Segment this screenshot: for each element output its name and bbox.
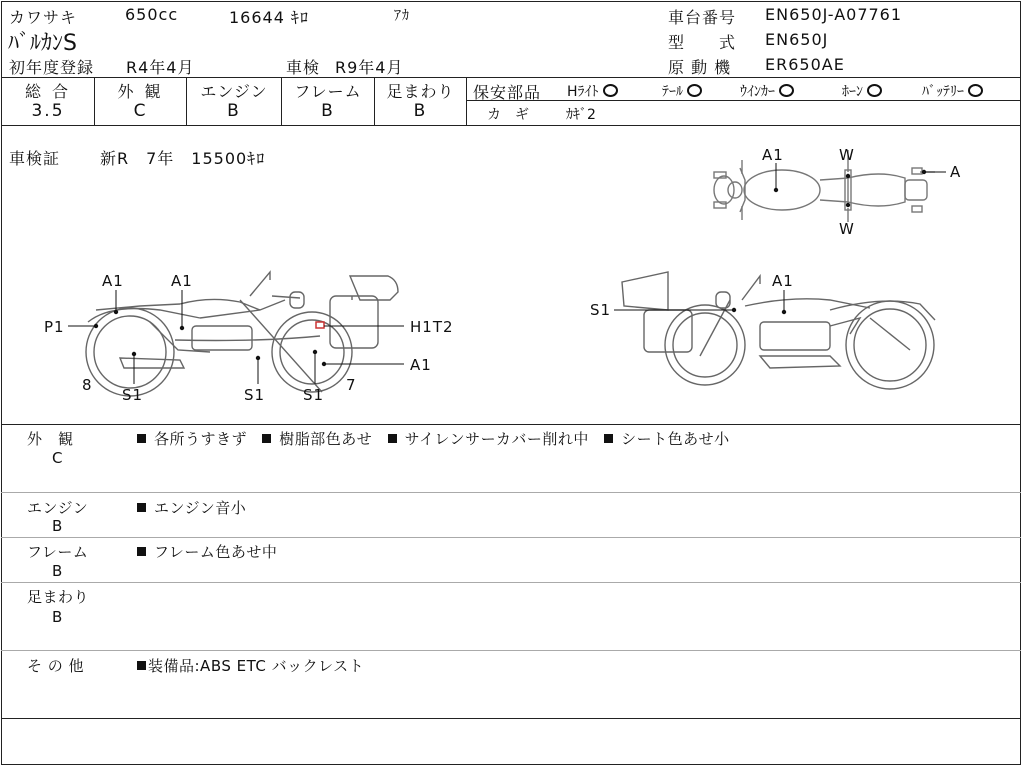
bullet-square-icon	[137, 434, 146, 443]
inspection-cert-value: 新R 7年 15500ｷﾛ	[100, 149, 266, 168]
mark-left-s1-rear: S1	[122, 386, 144, 404]
mark-top-a: A	[950, 163, 962, 181]
score-suspension-label: 足まわり	[386, 82, 455, 101]
bullet-square-icon	[262, 434, 271, 443]
mark-left-a1-fork: A1	[410, 356, 432, 374]
note-engine-items: エンジン音小	[137, 497, 246, 518]
displacement: 650cc	[125, 5, 179, 24]
score-suspension-value: B	[413, 101, 428, 121]
key-value: ｶｷﾞ2	[566, 107, 596, 123]
note-exterior-category: 外 観	[27, 430, 74, 448]
mark-left-s1-mid: S1	[244, 386, 266, 404]
key-label: カ ギ	[487, 107, 529, 123]
note-exterior-grade: C	[52, 449, 63, 467]
engine-type-label: 原 動 機	[668, 58, 732, 77]
safety-item-battery: ﾊﾞｯﾃﾘｰ	[922, 81, 983, 101]
divider	[1, 718, 1021, 719]
note-other-items: 装備品:ABS ETC バックレスト	[137, 655, 364, 676]
color: ｱｶ	[394, 8, 410, 24]
inspection-cert-label: 車検証	[9, 149, 61, 168]
divider	[1, 582, 1021, 583]
mileage: 16644 ｷﾛ	[229, 8, 309, 27]
mark-left-7: 7	[346, 376, 357, 394]
safety-label: 保安部品	[473, 83, 542, 102]
bullet-square-icon	[137, 661, 146, 670]
score-frame-value: B	[321, 101, 335, 121]
bullet-square-icon	[137, 547, 146, 556]
first-registration-label: 初年度登録	[9, 58, 95, 77]
mark-left-a1-seat: A1	[102, 272, 124, 290]
bullet-square-icon	[604, 434, 613, 443]
mark-right-s1: S1	[590, 301, 612, 319]
model-name: ﾊﾞﾙｶﾝS	[8, 31, 77, 56]
divider	[1, 650, 1021, 651]
score-exterior-value: C	[133, 101, 148, 121]
first-registration-value: R4年4月	[126, 58, 195, 77]
safety-item-winker: ｳｲﾝｶｰ	[740, 81, 794, 101]
mark-right-a1: A1	[772, 272, 794, 290]
mark-top-w-lower: W	[839, 220, 855, 238]
note-frame-category: フレーム	[27, 543, 89, 561]
mark-left-h1t2: H1T2	[410, 318, 454, 336]
note-frame-items: フレーム色あせ中	[137, 541, 277, 562]
model-type-value: EN650J	[765, 30, 829, 49]
score-overall-value: 3.5	[31, 101, 65, 121]
divider	[1, 424, 1021, 425]
inspection-value: R9年4月	[335, 58, 404, 77]
score-engine-value: B	[227, 101, 241, 121]
divider	[1, 492, 1021, 493]
mark-left-s1-front: S1	[303, 386, 325, 404]
note-engine-grade: B	[52, 517, 63, 535]
note-exterior-items: 各所うすきず 樹脂部色あせ サイレンサーカバー削れ中 シート色あせ小	[137, 428, 730, 449]
mark-left-8: 8	[82, 376, 93, 394]
note-engine-category: エンジン	[27, 499, 89, 517]
maker: カワサキ	[9, 8, 78, 27]
note-frame-grade: B	[52, 562, 63, 580]
score-frame-label: フレーム	[294, 82, 362, 101]
score-overall-label: 総 合	[24, 82, 72, 101]
safety-item-horn: ﾎｰﾝ	[842, 81, 882, 101]
mark-top-w-upper: W	[839, 146, 855, 164]
safety-item-tail: ﾃｰﾙ	[662, 81, 702, 101]
safety-item-headlight: Hﾗｲﾄ	[567, 81, 618, 101]
note-suspension-grade: B	[52, 608, 63, 626]
mark-left-a1-tank: A1	[171, 272, 193, 290]
engine-type-value: ER650AE	[765, 55, 845, 74]
frame-number-value: EN650J-A07761	[765, 5, 903, 24]
mark-left-p1: P1	[44, 318, 65, 336]
mark-top-a1: A1	[762, 146, 784, 164]
bullet-square-icon	[388, 434, 397, 443]
divider	[1, 537, 1021, 538]
inspection-label: 車検	[286, 58, 321, 77]
note-suspension-category: 足まわり	[27, 588, 90, 606]
frame-number-label: 車台番号	[668, 8, 737, 27]
model-type-label: 型 式	[668, 33, 737, 52]
score-engine-label: エンジン	[200, 82, 268, 101]
bullet-square-icon	[137, 503, 146, 512]
score-exterior-label: 外 観	[117, 82, 164, 101]
note-other-category: そ の 他	[27, 657, 85, 675]
